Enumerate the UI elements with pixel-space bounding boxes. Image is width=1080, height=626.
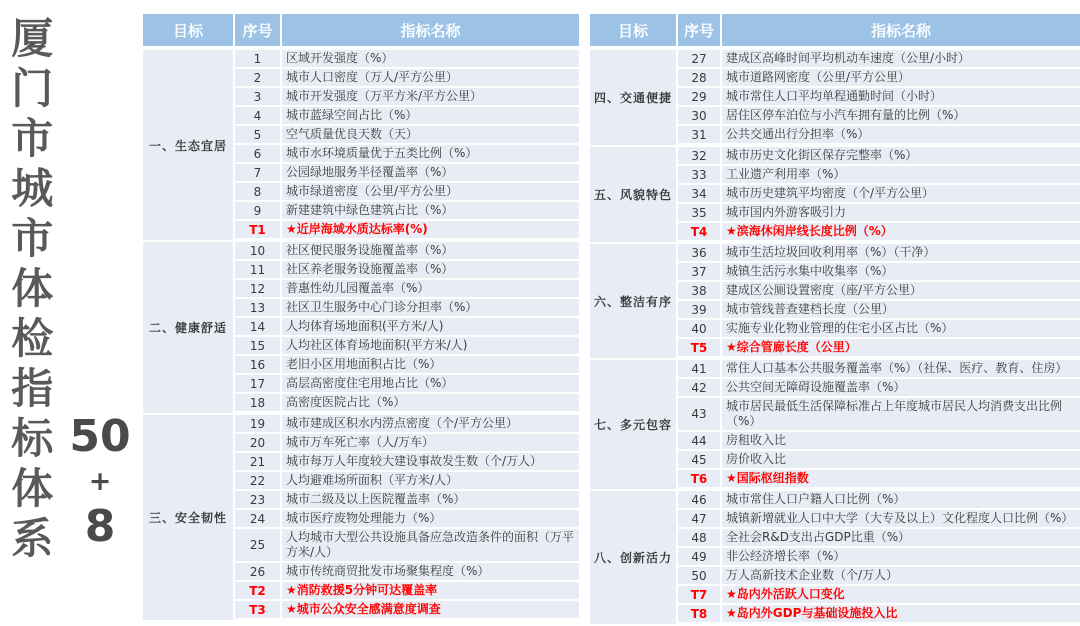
serial-number-cell: T7: [678, 586, 722, 605]
serial-number-cell: 46: [678, 491, 722, 510]
goal-cell: 四、交通便捷: [590, 50, 678, 147]
serial-number-cell: 13: [235, 299, 282, 318]
indicator-name-cell: 城市二级及以上医院覆盖率（%）: [282, 491, 579, 510]
indicator-name-cell: 普惠性幼儿园覆盖率（%）: [282, 280, 579, 299]
goal-cell: 二、健康舒适: [143, 242, 235, 415]
table-row: [590, 147, 1080, 166]
column-header-no: 序号: [678, 14, 722, 50]
indicator-name-cell: 城市人口密度（万人/平方公里）: [282, 69, 579, 88]
indicator-name-cell: 城市道路网密度（公里/平方公里）: [722, 69, 1080, 88]
goal-cell: 五、风貌特色: [590, 147, 678, 244]
serial-number-cell: T3: [235, 601, 282, 622]
indicator-name-cell: 常住人口基本公共服务覆盖率（%）（社保、医疗、教育、住房）: [722, 360, 1080, 379]
goal-cell: 六、整洁有序: [590, 244, 678, 360]
indicator-name-cell: 建成区高峰时间平均机动车速度（公里/小时）: [722, 50, 1080, 69]
serial-number-cell: 22: [235, 472, 282, 491]
serial-number-cell: 21: [235, 453, 282, 472]
indicator-name-cell: 城市生活垃圾回收利用率（%）（干净）: [722, 244, 1080, 263]
indicator-name-cell: 城市常住人口平均单程通勤时间（小时）: [722, 88, 1080, 107]
indicator-name-cell: 工业遗产利用率（%）: [722, 166, 1080, 185]
serial-number-cell: 35: [678, 204, 722, 223]
indicator-name-cell: 城市传统商贸批发市场聚集程度（%）: [282, 563, 579, 582]
indicator-name-cell: 高密度医院占比（%）: [282, 394, 579, 415]
goal-cell: 八、创新活力: [590, 491, 678, 626]
indicator-name-cell: 非公经济增长率（%）: [722, 548, 1080, 567]
serial-number-cell: 42: [678, 379, 722, 398]
serial-number-cell: 47: [678, 510, 722, 529]
indicator-name-cell: 人均体育场地面积(平方米/人): [282, 318, 579, 337]
serial-number-cell: 20: [235, 434, 282, 453]
indicator-name-cell: 城市水环境质量优于五类比例（%）: [282, 145, 579, 164]
indicator-name-cell: 实施专业化物业管理的住宅小区占比（%）: [722, 320, 1080, 339]
serial-number-cell: 12: [235, 280, 282, 299]
table-row: [590, 491, 1080, 510]
column-header-goal: 目标: [143, 14, 235, 50]
indicator-name-cell: ★岛内外活跃人口变化: [722, 586, 1080, 605]
indicator-table-right: [590, 14, 1080, 621]
indicator-name-cell: ★消防救援5分钟可达覆盖率: [282, 582, 579, 601]
indicator-name-cell: 城市每万人年度较大建设事故发生数（个/万人）: [282, 453, 579, 472]
serial-number-cell: 49: [678, 548, 722, 567]
serial-number-cell: 50: [678, 567, 722, 586]
serial-number-cell: T1: [235, 221, 282, 242]
indicator-name-cell: 城市管线普查建档长度（公里）: [722, 301, 1080, 320]
serial-number-cell: 14: [235, 318, 282, 337]
table-row: [143, 50, 579, 69]
indicator-name-cell: 社区卫生服务中心门诊分担率（%）: [282, 299, 579, 318]
indicator-name-cell: 老旧小区用地面积占比（%）: [282, 356, 579, 375]
serial-number-cell: 29: [678, 88, 722, 107]
serial-number-cell: 32: [678, 147, 722, 166]
indicator-name-cell: 高层高密度住宅用地占比（%）: [282, 375, 579, 394]
goal-cell: 七、多元包容: [590, 360, 678, 491]
serial-number-cell: 11: [235, 261, 282, 280]
indicator-name-cell: 全社会R&D支出占GDP比重（%）: [722, 529, 1080, 548]
serial-number-cell: 34: [678, 185, 722, 204]
indicator-name-cell: 公共交通出行分担率（%）: [722, 126, 1080, 147]
serial-number-cell: 28: [678, 69, 722, 88]
indicator-name-cell: 社区便民服务设施覆盖率（%）: [282, 242, 579, 261]
indicator-name-cell: 城市建成区积水内涝点密度（个/平方公里）: [282, 415, 579, 434]
table-row: [143, 242, 579, 261]
serial-number-cell: 37: [678, 263, 722, 282]
serial-number-cell: T5: [678, 339, 722, 360]
serial-number-cell: 1: [235, 50, 282, 69]
indicator-name-cell: 房价收入比: [722, 451, 1080, 470]
indicator-name-cell: 城市常住人口户籍人口比例（%）: [722, 491, 1080, 510]
serial-number-cell: 41: [678, 360, 722, 379]
indicator-name-cell: 城镇新增就业人口中大学（大专及以上）文化程度人口比例（%）: [722, 510, 1080, 529]
indicator-name-cell: 人均避难场所面积（平方米/人）: [282, 472, 579, 491]
serial-number-cell: 31: [678, 126, 722, 147]
serial-number-cell: 5: [235, 126, 282, 145]
serial-number-cell: 40: [678, 320, 722, 339]
column-header-name: 指标名称: [282, 14, 579, 50]
indicator-name-cell: 社区养老服务设施覆盖率（%）: [282, 261, 579, 280]
indicator-name-cell: 城市历史文化街区保存完整率（%）: [722, 147, 1080, 166]
indicator-count-plus-sign: +: [88, 466, 112, 497]
indicator-name-cell: 城市历史建筑平均密度（个/平方公里）: [722, 185, 1080, 204]
indicator-name-cell: ★岛内外GDP与基础设施投入比: [722, 605, 1080, 626]
indicator-name-cell: 居住区停车泊位与小汽车拥有量的比例（%）: [722, 107, 1080, 126]
indicator-table-left: [143, 14, 579, 617]
indicator-name-cell: 城市国内外游客吸引力: [722, 204, 1080, 223]
indicator-name-cell: 公共空间无障碍设施覆盖率（%）: [722, 379, 1080, 398]
serial-number-cell: 6: [235, 145, 282, 164]
serial-number-cell: 33: [678, 166, 722, 185]
serial-number-cell: 19: [235, 415, 282, 434]
serial-number-cell: 39: [678, 301, 722, 320]
indicator-count-main: 50: [69, 411, 131, 462]
table-row: [590, 50, 1080, 69]
table-row: [590, 360, 1080, 379]
serial-number-cell: 45: [678, 451, 722, 470]
indicator-count: [68, 412, 132, 552]
indicator-name-cell: 房租收入比: [722, 432, 1080, 451]
serial-number-cell: 16: [235, 356, 282, 375]
indicator-name-cell: 城市开发强度（万平方米/平方公里）: [282, 88, 579, 107]
table-header-row: [590, 14, 1080, 50]
indicator-name-cell: ★近岸海域水质达标率(%): [282, 221, 579, 242]
indicator-name-cell: 新建建筑中绿色建筑占比（%）: [282, 202, 579, 221]
indicator-count-extra: 8: [84, 501, 116, 552]
indicator-name-cell: ★综合管廊长度（公里）: [722, 339, 1080, 360]
goal-cell: 一、生态宜居: [143, 50, 235, 242]
serial-number-cell: T8: [678, 605, 722, 626]
serial-number-cell: 18: [235, 394, 282, 415]
indicator-name-cell: 人均城市大型公共设施具备应急改造条件的面积（万平方米/人）: [282, 529, 579, 563]
table-row: [143, 415, 579, 434]
indicator-name-cell: 人均社区体育场地面积(平方米/人): [282, 337, 579, 356]
indicator-name-cell: 万人高新技术企业数（个/万人）: [722, 567, 1080, 586]
serial-number-cell: 30: [678, 107, 722, 126]
serial-number-cell: 38: [678, 282, 722, 301]
serial-number-cell: 48: [678, 529, 722, 548]
indicator-name-cell: ★滨海休闲岸线长度比例（%）: [722, 223, 1080, 244]
serial-number-cell: 7: [235, 164, 282, 183]
serial-number-cell: 4: [235, 107, 282, 126]
serial-number-cell: 36: [678, 244, 722, 263]
indicator-name-cell: 城市万车死亡率（人/万车）: [282, 434, 579, 453]
indicator-name-cell: 城市医疗废物处理能力（%）: [282, 510, 579, 529]
indicator-name-cell: 空气质量优良天数（天）: [282, 126, 579, 145]
serial-number-cell: T6: [678, 470, 722, 491]
indicator-name-cell: 建成区公厕设置密度（座/平方公里）: [722, 282, 1080, 301]
serial-number-cell: 17: [235, 375, 282, 394]
serial-number-cell: 8: [235, 183, 282, 202]
serial-number-cell: 44: [678, 432, 722, 451]
serial-number-cell: 23: [235, 491, 282, 510]
indicator-name-cell: ★国际枢纽指数: [722, 470, 1080, 491]
indicator-name-cell: 城市居民最低生活保障标准占上年度城市居民人均消费支出比例（%）: [722, 398, 1080, 432]
serial-number-cell: 3: [235, 88, 282, 107]
table-header-row: [143, 14, 579, 50]
goal-cell: 三、安全韧性: [143, 415, 235, 622]
serial-number-cell: 9: [235, 202, 282, 221]
indicator-name-cell: 城市蓝绿空间占比（%）: [282, 107, 579, 126]
table-row: [590, 244, 1080, 263]
indicator-name-cell: 城镇生活污水集中收集率（%）: [722, 263, 1080, 282]
serial-number-cell: T4: [678, 223, 722, 244]
serial-number-cell: 10: [235, 242, 282, 261]
serial-number-cell: 15: [235, 337, 282, 356]
column-header-goal: 目标: [590, 14, 678, 50]
page-title-vertical: 厦门市城市体检指标体系: [5, 16, 55, 566]
serial-number-cell: 2: [235, 69, 282, 88]
serial-number-cell: 24: [235, 510, 282, 529]
serial-number-cell: 43: [678, 398, 722, 432]
indicator-name-cell: 公园绿地服务半径覆盖率（%）: [282, 164, 579, 183]
indicator-name-cell: 城市绿道密度（公里/平方公里）: [282, 183, 579, 202]
indicator-name-cell: ★城市公众安全感满意度调查: [282, 601, 579, 622]
column-header-no: 序号: [235, 14, 282, 50]
indicator-name-cell: 区域开发强度（%）: [282, 50, 579, 69]
serial-number-cell: 25: [235, 529, 282, 563]
serial-number-cell: T2: [235, 582, 282, 601]
column-header-name: 指标名称: [722, 14, 1080, 50]
serial-number-cell: 27: [678, 50, 722, 69]
serial-number-cell: 26: [235, 563, 282, 582]
